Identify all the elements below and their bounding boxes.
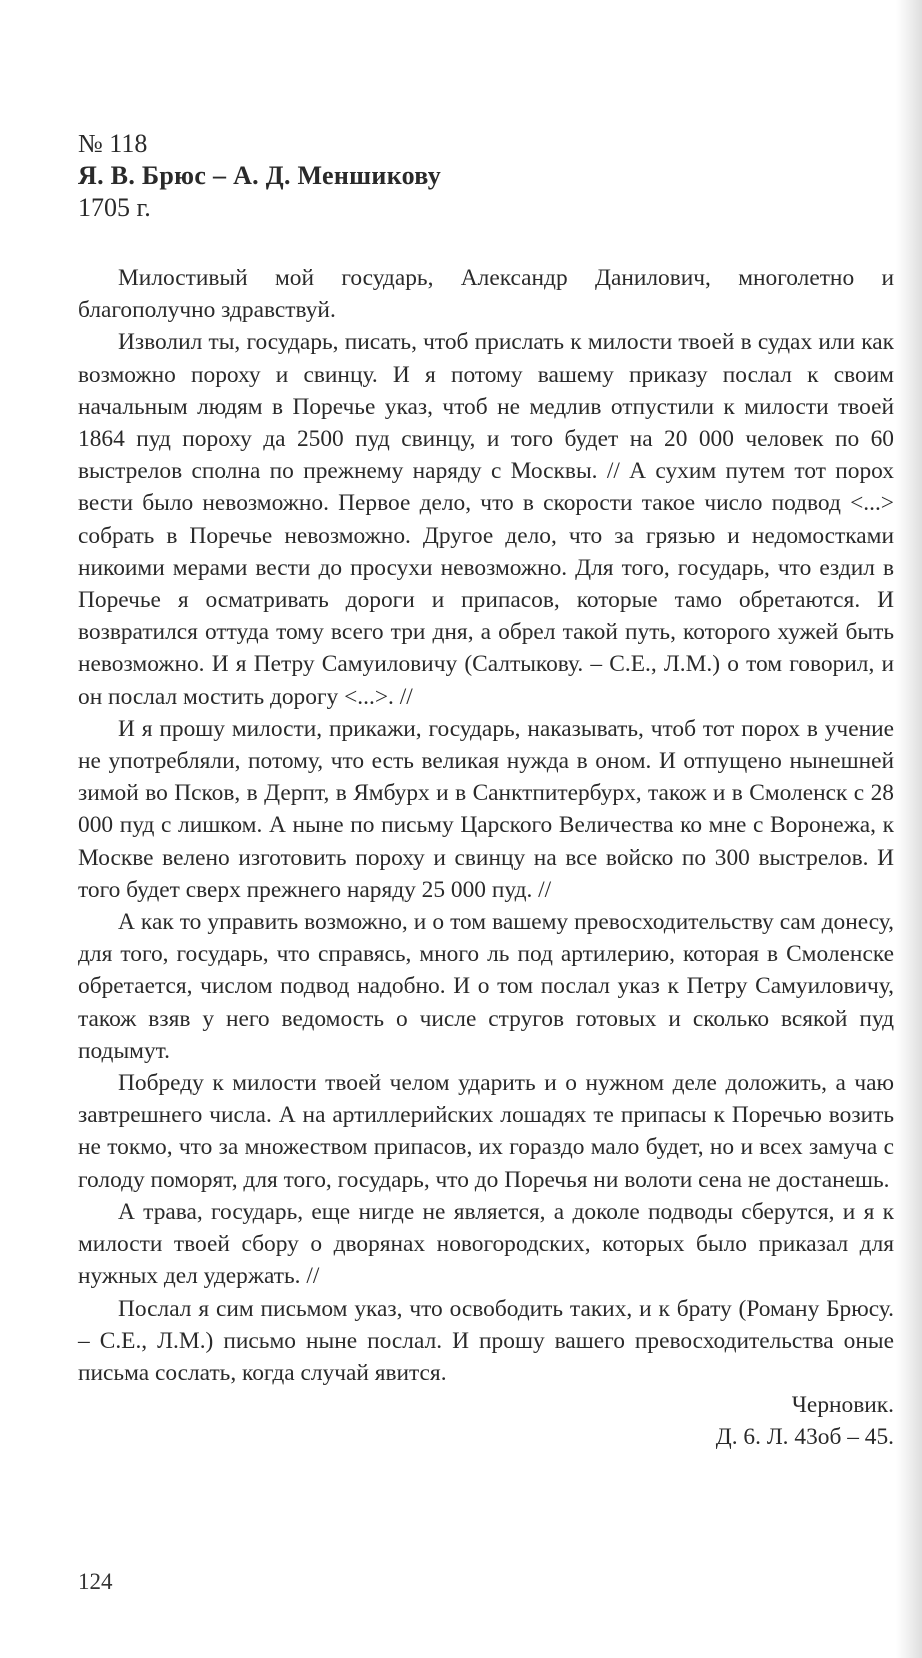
paragraph: Милостивый мой государь, Александр Данилович, многолетно и благополучно здравствуй. [78, 265, 894, 324]
page-number: 124 [78, 1569, 113, 1594]
letter-body [78, 262, 894, 1389]
paragraph: Изволил ты, государь, писать, чтоб прислать к милости твоей в судах или как возможно пороху и свинцу. И я потому вашему приказу послал к своим начальным людям в Поречье указ, чтоб не медлив отпустили к милости твоей 1864 пуд пороху да 2500 пуд свинцу, и того будет на 20 000 человек по 60 выстрелов сполна по прежнему наряду с Москвы. // А сухим путем тот порох вести было невозможно. Первое дело, что в скорости такое число подвод <...> собрать в Поречье невозможно. Другое дело, что за грязью и недомостками никоими мерами вести до просухи невозможно. Для того, государь, что ездил в Поречье я осматривать дороги и припасов, которые тамо обретаются. И возвратился оттуда тому всего три дня, а обрел такой путь, которого хужей быть невозможно. И я Петру Самуиловичу (Салтыкову. – С.Е., Л.М.) о том говорил, и он послал мостить дорогу <...>. // [78, 329, 894, 710]
paragraph: Послал я сим письмом указ, что освободить таких, и к брату (Роману Брюсу. – С.Е., Л.М.) письмо ныне послал. И прошу вашего превосходительства оные письма сослать, когда случай явится. [78, 1295, 894, 1386]
document-title: Я. В. Брюс – А. Д. Меншикову [78, 161, 442, 190]
draft-note: Черновик. [791, 1392, 894, 1419]
page-edge-shadow [896, 0, 922, 1658]
document-page [78, 128, 894, 1454]
document-date: 1705 г. [78, 193, 151, 222]
archive-reference: Д. 6. Л. 43об – 45. [715, 1424, 894, 1451]
paragraph: И я прошу милости, прикажи, государь, наказывать, чтоб тот порох в учение не употребляли, потому, что есть великая нужда в оном. И отпущено нынешней зимой во Псков, в Дерпт, в Ямбурх и в Санктпитербурх, також и в Смоленск с 28 000 пуд с лишком. А ныне по письму Царского Величества ко мне с Воронежа, к Москве велено изготовить пороху и свинцу на все войско по 300 выстрелов. И того будет сверх прежнего наряду 25 000 пуд. // [78, 715, 894, 903]
paragraph: А трава, государь, еще нигде не является, а доколе подводы сберутся, и я к милости твоей сбору о дворянах новогородских, которых было приказал для нужных дел удержать. // [78, 1198, 894, 1290]
document-number: № 118 [78, 129, 148, 158]
paragraph: А как то управить возможно, и о том вашему превосходительству сам донесу, для того, государь, что справясь, много ль под артилерию, которая в Смоленске обретается, числом подвод надобно. И о том послал указ к Петру Самуиловичу, також взяв у него ведомость о числе стругов готовых и сколько всякой пуд подымут. [78, 909, 894, 1064]
paragraph: Побреду к милости твоей челом ударить и о нужном деле доложить, а чаю завтрешнего числа. А на артиллерийских лошадях те припасы к Поречью возить не токмо, что за множеством припасов, их гораздо мало будет, но и всех замуча с голоду поморят, для того, государь, что до Поречья ни волоти сена не достанешь. [78, 1070, 894, 1193]
